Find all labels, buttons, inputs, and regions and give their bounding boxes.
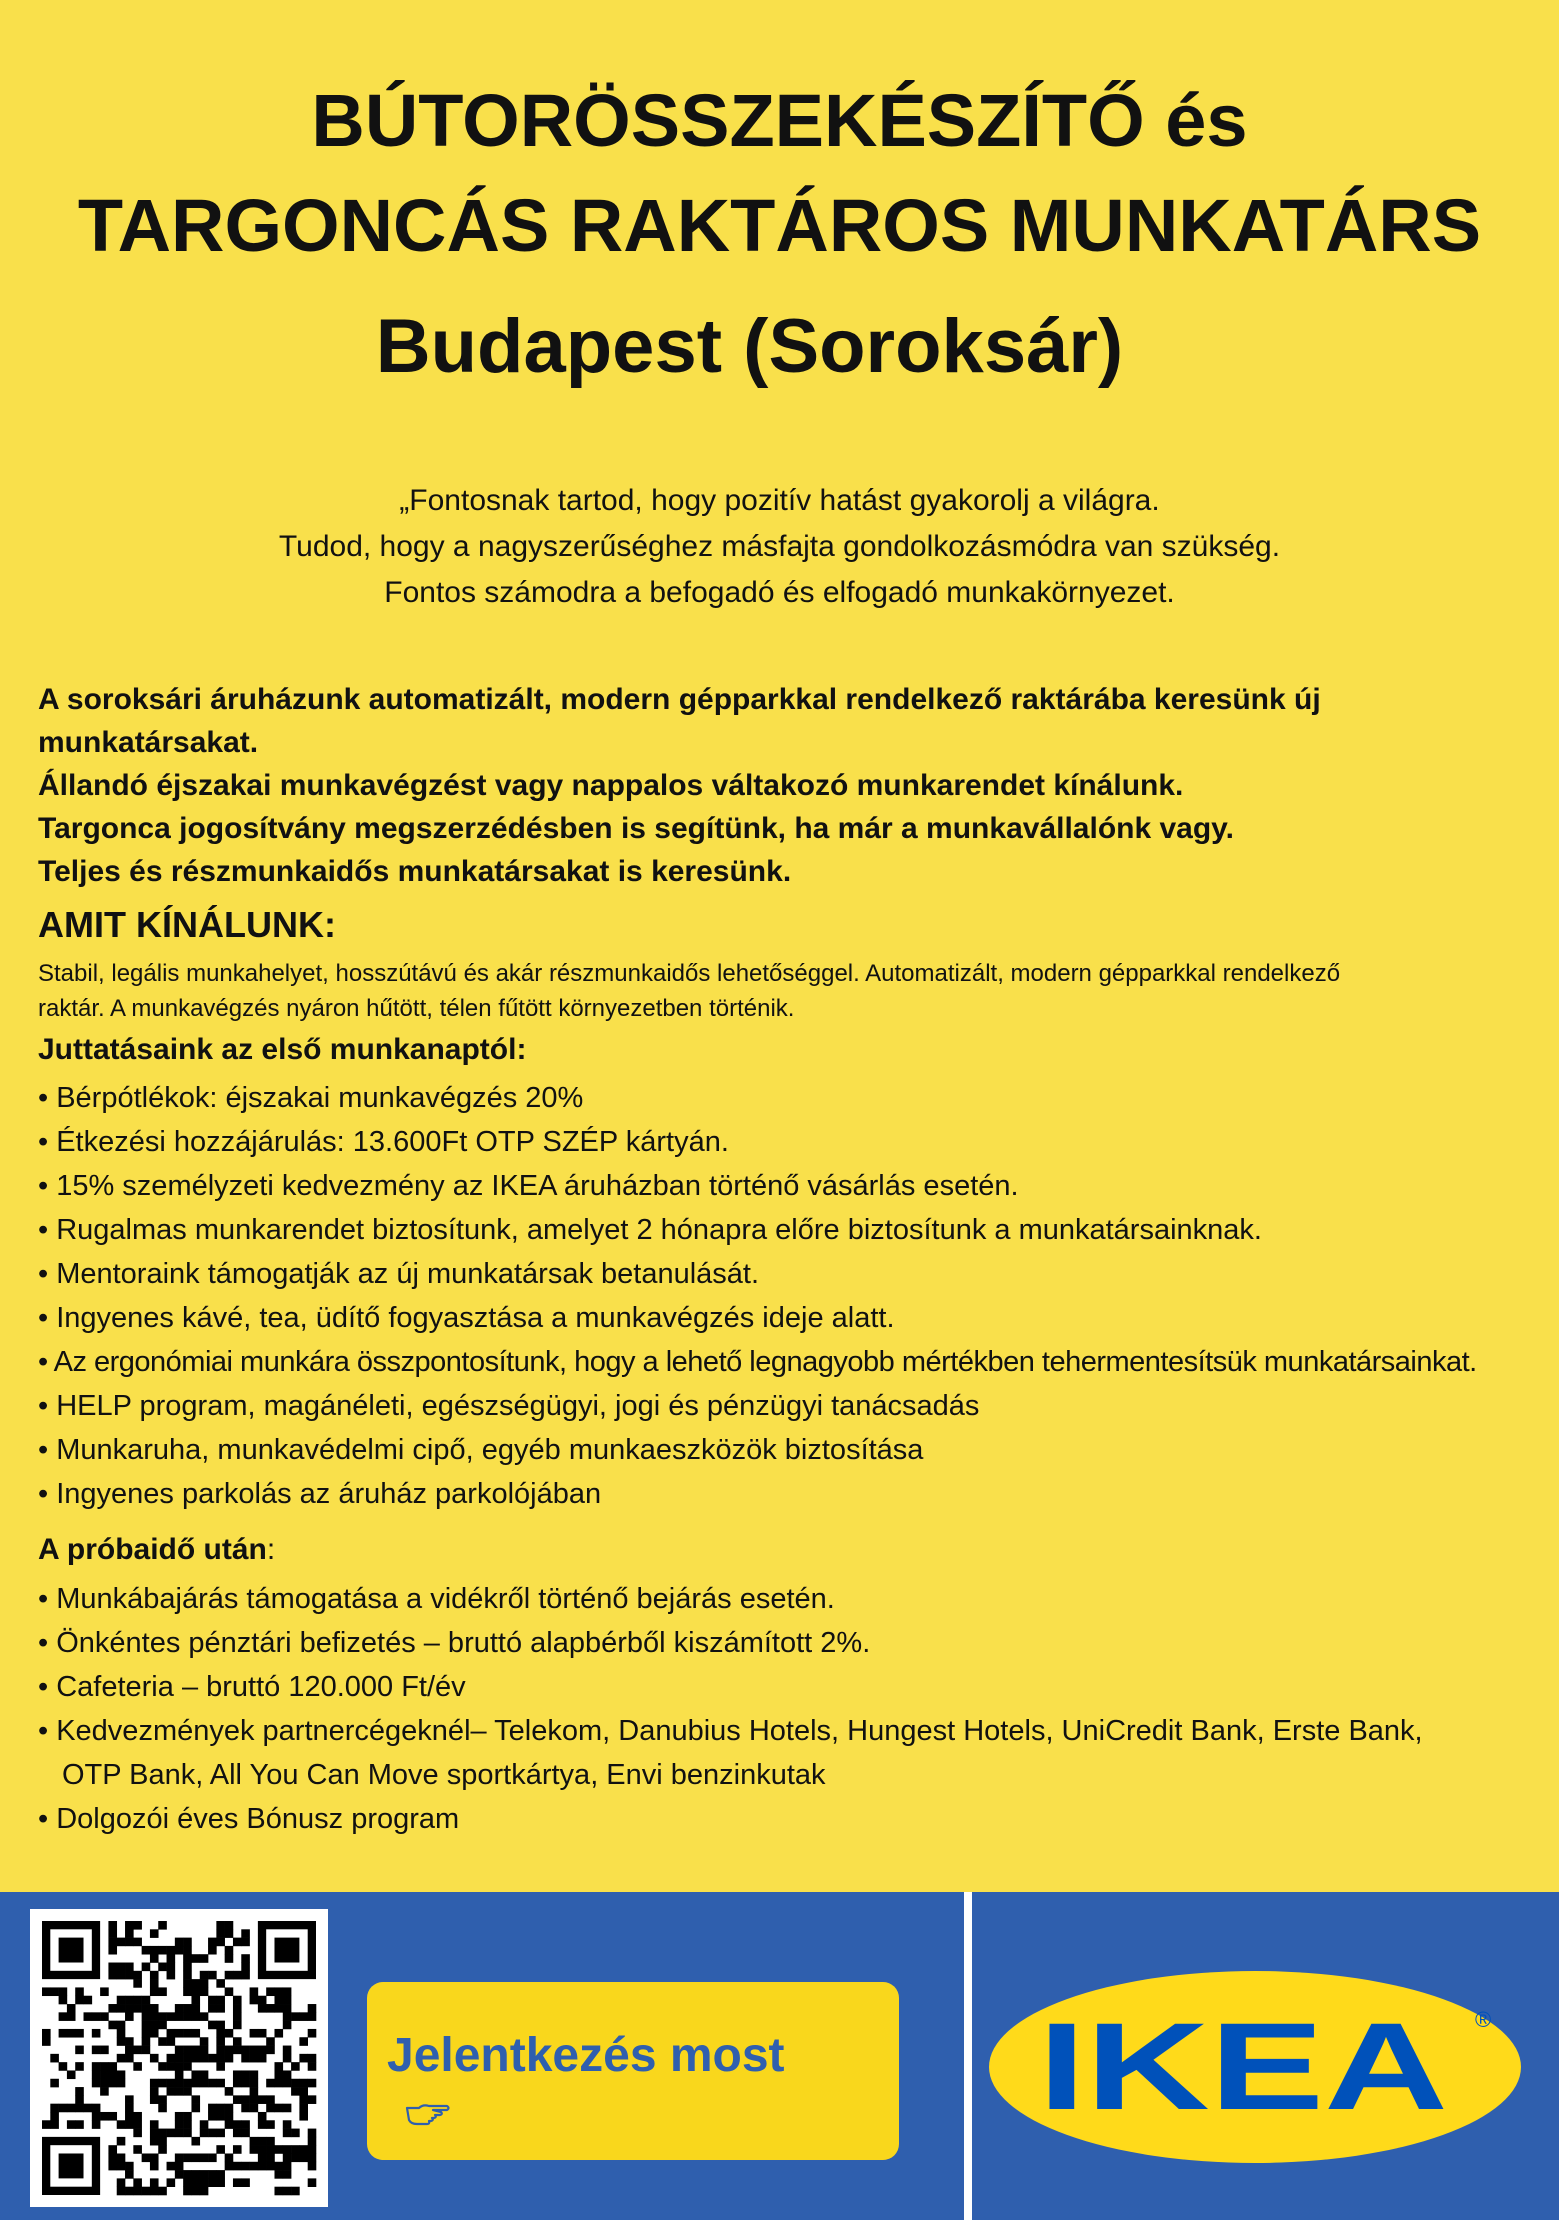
probation-heading-colon: : [266, 1533, 276, 1566]
benefits-list [38, 1076, 1548, 1516]
intro-block [38, 678, 1538, 893]
quote-block [0, 478, 1559, 616]
benefit-item: • HELP program, magánéleti, egészségügyi, jogi és pénzügyi tanácsadás [38, 1390, 980, 1422]
probation-list [38, 1577, 1548, 1841]
benefit-item: • Rugalmas munkarendet biztosítunk, amelyet 2 hónapra előre biztosítunk a munkatársainknak. [38, 1214, 1262, 1246]
qr-code-graphic [30, 1909, 328, 2207]
probation-item [38, 1709, 1548, 1797]
benefits-heading: Juttatásaink az első munkanaptól: [38, 1033, 527, 1066]
benefit-item: • Az ergonómiai munkára összpontosítunk, hogy a lehető legnagyobb mértékben tehermentesítsük munkatársainkat. [38, 1346, 1477, 1378]
benefit-item: • Mentoraink támogatják az új munkatársak betanulását. [38, 1258, 760, 1290]
offer-text-line: raktár. A munkavégzés nyáron hűtött, télen fűtött környezetben történik. [38, 995, 795, 1022]
probation-item: • Önkéntes pénztári befizetés – bruttó alapbérből kiszámított 2%. [38, 1627, 871, 1659]
footer-banner [0, 1892, 1559, 2220]
benefit-item: • Bérpótlékok: éjszakai munkavégzés 20% [38, 1082, 584, 1114]
benefit-item: • Étkezési hozzájárulás: 13.600Ft OTP SZÉP kártyán. [38, 1126, 729, 1158]
probation-item: • Munkábajárás támogatása a vidékről történő bejárás esetén. [38, 1583, 835, 1615]
intro-line: Állandó éjszakai munkavégzést vagy nappalos váltakozó munkarendet kínálunk. [38, 769, 1184, 802]
probation-heading [38, 1533, 275, 1567]
benefit-item: • Ingyenes parkolás az áruház parkolójában [38, 1478, 602, 1510]
ikea-logo [985, 1967, 1525, 2167]
apply-now-button[interactable] [367, 1982, 899, 2160]
logo-registered-mark: ® [1475, 2007, 1492, 2032]
quote-line: Tudod, hogy a nagyszerűséghez másfajta gondolkozásmódra van szükség. [278, 530, 1281, 563]
quote-line: „Fontosnak tartod, hogy pozitív hatást gyakorolj a világra. [399, 484, 1160, 517]
offer-description [38, 956, 1538, 1026]
footer-divider [964, 1892, 972, 2220]
benefit-item: • Munkaruha, munkavédelmi cipő, egyéb munkaeszközök biztosítása [38, 1434, 924, 1466]
intro-line: Teljes és részmunkaidős munkatársakat is keresünk. [38, 855, 792, 888]
probation-item-text: • Kedvezmények partnercégeknél– Telekom, Danubius Hotels, Hungest Hotels, UniCredit Bank, Erste Bank, [38, 1715, 1423, 1747]
probation-item: • Dolgozói éves Bónusz program [38, 1803, 460, 1835]
probation-item: • Cafeteria – bruttó 120.000 Ft/év [38, 1671, 466, 1703]
probation-item-continued: OTP Bank, All You Can Move sportkártya, Envi benzinkutak [62, 1759, 826, 1791]
benefit-item: • Ingyenes kávé, tea, üdítő fogyasztása a munkavégzés ideje alatt. [38, 1302, 895, 1334]
location-title: Budapest (Soroksár) [375, 304, 1124, 389]
benefit-item: • 15% személyzeti kedvezmény az IKEA áruházban történő vásárlás esetén. [38, 1170, 1019, 1202]
apply-now-label: Jelentkezés most [387, 2029, 785, 2082]
intro-line: A soroksári áruházunk automatizált, modern gépparkkal rendelkező raktárába keresünk új munkatársakat. [38, 683, 1321, 759]
title-line-1: BÚTORÖSSZEKÉSZÍTŐ és [311, 79, 1248, 162]
title-line-2: TARGONCÁS RAKTÁROS MUNKATÁRS [77, 184, 1482, 267]
qr-code-icon[interactable] [30, 1909, 328, 2207]
probation-heading-text: A próbaidő után [38, 1533, 267, 1566]
logo-text: IKEA [1038, 1998, 1448, 2136]
intro-line: Targonca jogosítvány megszerzédésben is segítünk, ha már a munkavállalónk vagy. [38, 812, 1234, 845]
offer-text-line: Stabil, legális munkahelyet, hosszútávú és akár részmunkaidős lehetőséggel. Automatizált, modern gépparkkal rendelkező [38, 960, 1341, 987]
quote-line: Fontos számodra a befogadó és elfogadó munkakörnyezet. [384, 576, 1175, 609]
offer-heading: AMIT KÍNÁLUNK: [38, 904, 336, 945]
pointing-hand-icon [405, 2100, 451, 2126]
